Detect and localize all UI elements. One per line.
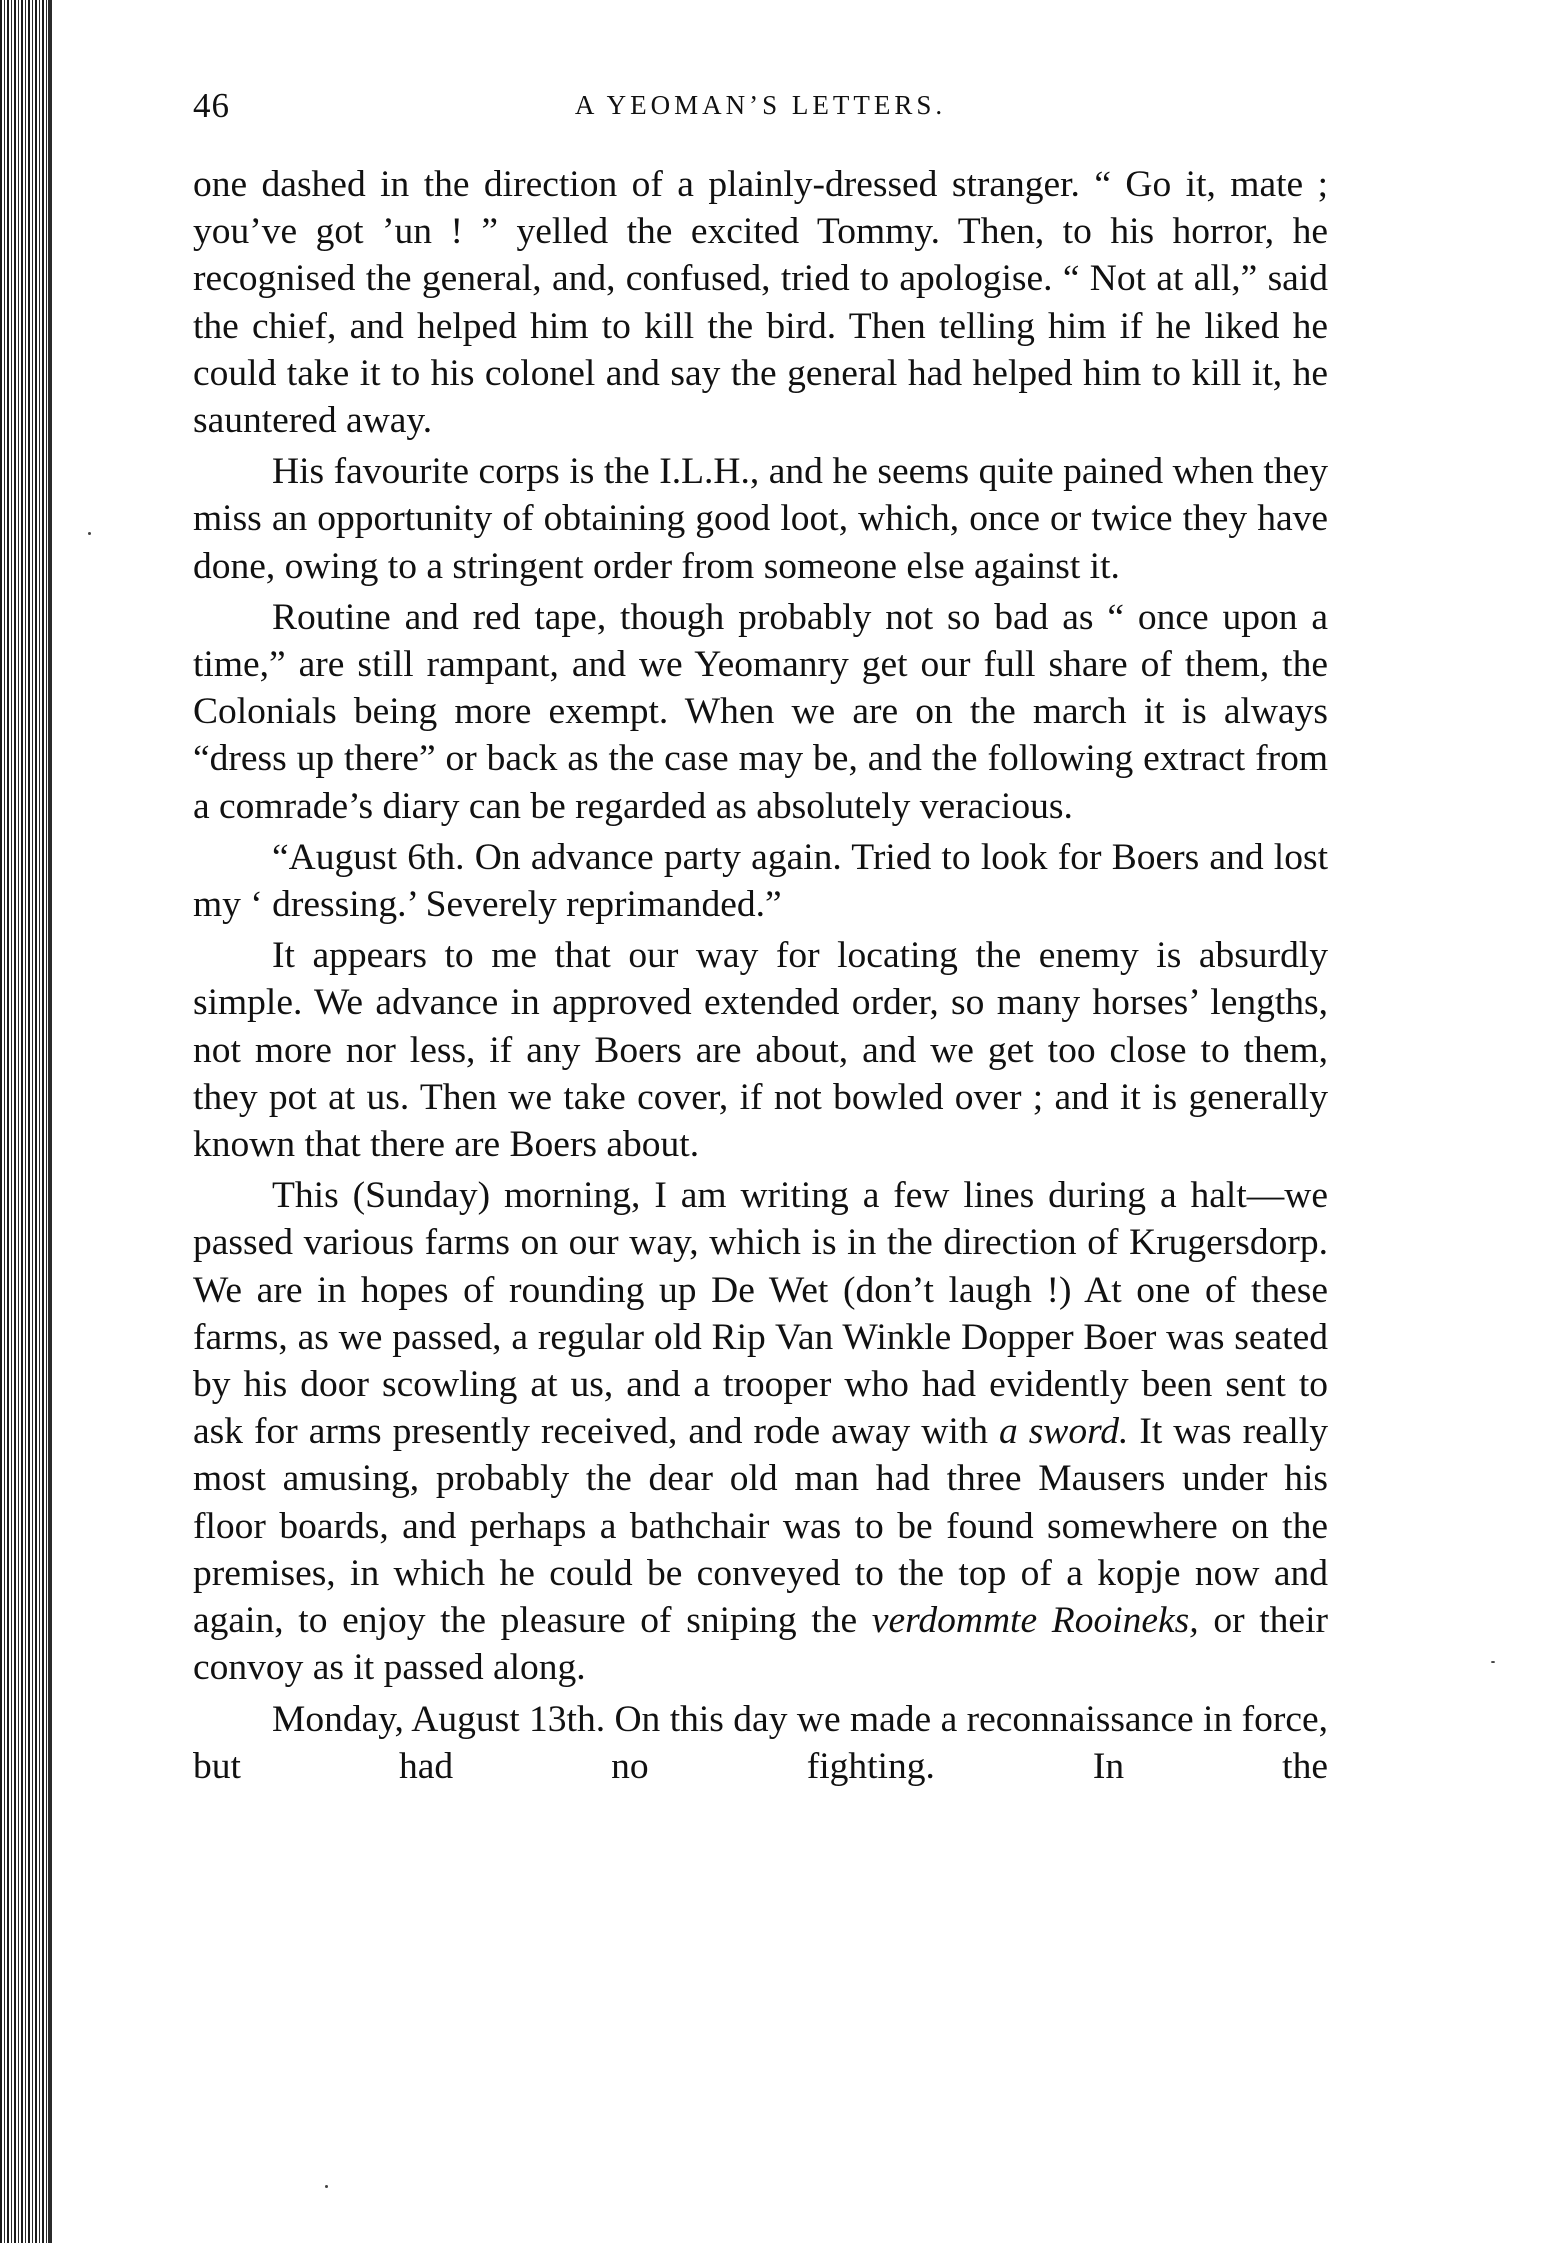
book-page bbox=[193, 86, 1328, 1794]
text-run: His favourite corps is the I.L.H., and he seems quite pained when they miss an opportunity of obtaining good loot, which, once or twice they have done, owing to a stringent order from someone else against it. bbox=[193, 451, 1328, 587]
paragraph bbox=[193, 448, 1328, 590]
italic-text: a sword. bbox=[998, 1411, 1129, 1453]
paragraph bbox=[193, 1696, 1328, 1790]
page-header bbox=[193, 86, 1328, 138]
page-number: 46 bbox=[193, 86, 230, 125]
page-speck bbox=[88, 532, 91, 535]
paragraph bbox=[193, 1172, 1328, 1691]
paragraph bbox=[193, 161, 1328, 444]
page-speck bbox=[1491, 1661, 1495, 1663]
page-speck bbox=[325, 2185, 328, 2188]
text-run: Routine and red tape, though probably not so bad as “ once upon a time,” are still rampant, and we Yeomanry get our full share of them, the Colonials being more exempt. When we are on the march it is always “dress up there” or back as the case may be, and the following extract from a comrade’s diary can be regarded as absolutely veracious. bbox=[193, 596, 1328, 827]
body-text bbox=[193, 161, 1328, 1790]
book-binding-edge bbox=[0, 0, 52, 2243]
text-run: This (Sunday) morning, I am writing a few lines during a halt—we passed various farms on our way, which is in the direction of Krugersdorp. We are in hopes of rounding up De Wet (don’t laugh !) At one of these farms, as we passed, a regular old Rip Van Winkle Dopper Boer was seated by his door scowling at us, and a trooper who had evidently been sent to ask for arms presently received, and rode away with bbox=[193, 1175, 1328, 1453]
paragraph bbox=[193, 932, 1328, 1168]
text-run: “August 6th. On advance party again. Tried to look for Boers and lost my ‘ dressing.’ Severely reprimanded.” bbox=[193, 836, 1328, 926]
text-run: It appears to me that our way for locating the enemy is absurdly simple. We advance in approved extended order, so many horses’ lengths, not more nor less, if any Boers are about, and we get too close to them, they pot at us. Then we take cover, if not bowled over ; and it is generally known that there are Boers about. bbox=[193, 935, 1328, 1166]
text-run: Monday, August 13th. On this day we made a reconnaissance in force, but had no fighting. In the bbox=[193, 1698, 1328, 1787]
paragraph bbox=[193, 594, 1328, 830]
text-run: It was really most amusing, probably the dear old man had three Mausers under his floor boards, and perhaps a bathchair was to be found somewhere on the premises, in which he could be conveyed to the top of a kopje now and again, to enjoy the pleasure of sniping the bbox=[193, 1411, 1328, 1642]
italic-text: verdommte Rooineks, bbox=[871, 1600, 1199, 1642]
text-run: or their convoy as it passed along. bbox=[193, 1600, 1328, 1689]
paragraph bbox=[193, 834, 1328, 928]
text-run: one dashed in the direction of a plainly-dressed stranger. “ Go it, mate ; you’ve got ’un ! ” yelled the excited Tommy. Then, to his horror, he recognised the general, and, confused, tried to apologise. “ Not at all,” said the chief, and helped him to kill the bird. Then telling him if he liked he could take it to his colonel and say the general had helped him to kill it, he sauntered away. bbox=[193, 164, 1328, 442]
running-title: A YEOMAN’S LETTERS. bbox=[574, 90, 947, 120]
